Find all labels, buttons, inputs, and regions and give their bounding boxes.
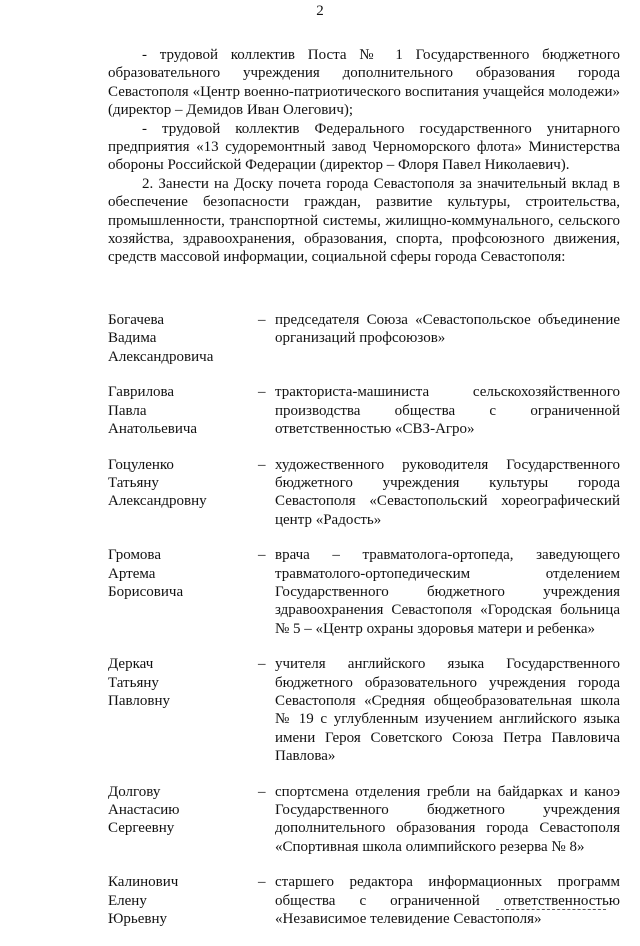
awardee-given-name: Вадима	[108, 330, 157, 347]
awardee-patronymic: Юрьевну	[108, 911, 168, 928]
dash-separator: –	[258, 312, 266, 328]
awardee-surname: Громова	[108, 547, 161, 564]
awardee-description: председателя Союза «Севастопольское объединение организаций профсоюзов»	[275, 312, 620, 347]
awardee-name	[108, 311, 258, 366]
awardee-description: спортсмена отделения гребли на байдарках и каноэ Государственного бюджетного учреждения дополнительного образования города Севастополя «Спортивная школа олимпийского резерва № 8»	[275, 783, 620, 855]
awardee-entry	[108, 655, 620, 765]
awardee-patronymic: Павловну	[108, 693, 170, 710]
awardee-name	[108, 783, 258, 856]
dash-separator: –	[258, 783, 266, 800]
awardee-patronymic: Александровича	[108, 348, 214, 365]
awardee-description: врача – травматолога-ортопеда, заведующего травматолого-ортопедическим отделением Государственного бюджетного учреждения здравоохранения Севастополя «Городская больница № 5 – «Центр охраны здоровья матери и ребенка»	[275, 547, 620, 637]
awardee-surname: Гоцуленко	[108, 456, 174, 473]
dash-separator: –	[258, 656, 266, 673]
awardee-patronymic: Борисовича	[108, 584, 184, 601]
awardee-name	[108, 873, 258, 928]
awardee-description: старшего редактора информационных программ общества с ограниченной ответственностью «Независимое телевидение Севастополя»	[275, 874, 620, 928]
awardee-surname: Деркач	[108, 656, 154, 673]
awardee-given-name: Артема	[108, 565, 156, 582]
dash-separator: –	[258, 384, 266, 401]
awardee-description: учителя английского языка Государственного бюджетного образовательного учреждения города Севастополя «Средняя общеобразовательная школа № 19 с углубленным изучением английского языка имени Героя Советского Союза Петра Павловича Павлова»	[275, 656, 620, 764]
awardee-entry	[108, 783, 620, 856]
awardee-patronymic: Анатольевича	[108, 420, 198, 437]
awardee-given-name: Татьяну	[108, 475, 159, 492]
dash-separator: –	[258, 547, 266, 564]
paragraph-collective-shipyard-13: - трудовой коллектив Федерального государственного унитарного предприятия «13 судоремонтный завод Черноморского флота» Министерства обороны Российской Федерации (директор – Флоря Павел Николаевич).	[108, 120, 620, 174]
awardee-entry	[108, 873, 620, 928]
awardee-patronymic: Александровну	[108, 493, 207, 510]
awardee-list	[108, 311, 620, 946]
awardee-given-name: Татьяну	[108, 674, 159, 691]
awardee-entry	[108, 456, 620, 529]
paragraph-honor-board-intro: 2. Занести на Доску почета города Севастополя за значительный вклад в обеспечение безопасности граждан, развитие культуры, строительства, промышленности, транспортной системы, жилищно-коммунального, сельского хозяйства, здравоохранения, образования, спорта, профсоюзного движения, средств массовой информации, социальной сферы города Севастополя:	[108, 176, 620, 266]
scan-edge-mark	[496, 909, 606, 911]
awardee-surname: Долгову	[108, 783, 161, 800]
awardee-patronymic: Сергеевну	[108, 820, 175, 837]
awardee-given-name: Анастасию	[108, 802, 180, 819]
awardee-surname: Гаврилова	[108, 384, 175, 401]
awardee-given-name: Павла	[108, 402, 147, 419]
awardee-name	[108, 546, 258, 637]
paragraph-collective-post-1: - трудовой коллектив Поста № 1 Государственного бюджетного образовательного учреждения дополнительного образования города Севастополя «Центр военно-патриотического воспитания учащейся молодежи» (директор – Демидов Иван Олегович);	[108, 47, 620, 118]
awardee-name	[108, 456, 258, 529]
dash-separator: –	[258, 874, 266, 891]
awardee-name	[108, 383, 258, 438]
dash-separator: –	[258, 456, 266, 473]
intro-section	[108, 46, 620, 267]
awardee-description: художественного руководителя Государственного бюджетного учреждения культуры города Севастополя «Севастопольский хореографический центр «Радость»	[275, 456, 620, 528]
awardee-name	[108, 655, 258, 765]
awardee-description: тракториста-машиниста сельскохозяйственного производства общества с ограниченной ответственностью «СВЗ-Агро»	[275, 384, 620, 437]
awardee-given-name: Елену	[108, 892, 147, 909]
awardee-entry	[108, 311, 620, 366]
awardee-entry	[108, 383, 620, 438]
page-number: 2	[316, 3, 324, 19]
awardee-surname: Калинович	[108, 874, 179, 891]
awardee-entry	[108, 546, 620, 637]
awardee-surname: Богачева	[108, 312, 165, 328]
